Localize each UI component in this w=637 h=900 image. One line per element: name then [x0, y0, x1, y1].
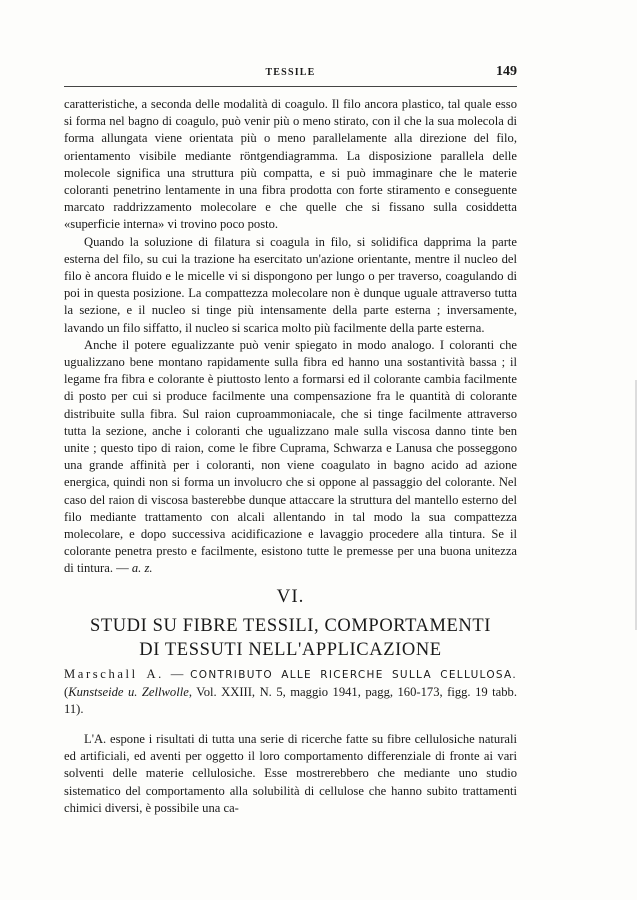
- running-title: TESSILE: [265, 67, 316, 78]
- reference-author: Marschall A.: [64, 667, 164, 681]
- paragraph: [64, 337, 517, 578]
- section-title-line: DI TESSUTI NELL'APPLICAZIONE: [139, 640, 442, 660]
- reference-title: CONTRIBUTO ALLE RICERCHE SULLA CELLULOSA.: [190, 669, 517, 681]
- reference-dash: —: [163, 667, 191, 681]
- page-number: 149: [496, 64, 517, 79]
- header-rule: [64, 86, 517, 87]
- paragraph: caratteristiche, a seconda delle modalità di coagulo. Il filo ancora plastico, tal quale esso si forma nel bagno di coagulo, può venir più o meno stirato, con il che la sua molecola di forma allungata viene orientata più o meno parallelamente alla direzione del filo, orientamento visibile mediante röntgendiagramma. La disposizione parallela delle molecole significa una struttura più compatta, e si può immaginare che le materie coloranti penetrino lentamente in una fibra prodotta con forte stiramento e conseguente marcato raddrizzamento molecolare e che quelle che si fissano sulla cosiddetta «superficie interna» vi trovino poco posto.: [64, 97, 517, 232]
- section-title-line: STUDI SU FIBRE TESSILI, COMPORTAMENTI: [89, 616, 492, 636]
- reference-details: , Vol. XXIII, N. 5, maggio 1941, pagg, 160-173, figg. 19 tabb. 11).: [64, 685, 517, 717]
- running-header: [64, 64, 517, 84]
- reference-paren: (: [64, 685, 69, 700]
- section-title: [64, 614, 517, 662]
- bibliographic-reference: [64, 666, 517, 719]
- paragraph-text: Anche il potere egualizzante può venir spiegato in modo analogo. I coloranti che ugualizzano bene montano rapidamente sulla fibra ed hanno una sostantività bassa ; il legame fra fibra e colorante è piuttosto lento a formarsi ed il colorante cambia facilmente di posto per cui si produce facilmente una compensazione fra le quantità di colorante distribuite sulla fibra. Sul raion cuproammoniacale, che si tinge facilmente attraverso tutta la sezione, anche i coloranti che ugualizzano male sulla viscosa danno tinte ben unite ; questo tipo di raion, come le fibre Cuprama, Schwarza e Lanusa che posseggono una grande affinità per i coloranti, non viene coagulato in bagno acido ad azione energica, quindi non si forma un involucro che si oppone al passaggio del colorante. Nel caso del raion di viscosa basterebbe dunque attaccare la struttura del mantello esterno del filo mediante trattamento con alcali allentando in tal modo la sua compattezza molecolare, e dopo successiva acidificazione e lavaggio procedere alla tintura. Se il colorante penetra presto e facilmente, esistono tutte le premesse per una buona unitezza di tintura. —: [64, 337, 517, 576]
- abstract-text: L'A. espone i risultati di tutta una serie di ricerche fatte su fibre cellulosiche naturali ed artificiali, ed aventi per oggetto il loro comportamento differenziale di fronte ai vari solventi delle materie cellulosiche. Esse mostrerebbero che mediante uno studio sistematico del comportamento alla solubilità di cellulose che hanno subito trattamenti chimici diversi, è possibile una ca-: [64, 732, 517, 815]
- reference-journal: Kunstseide u. Zellwolle: [68, 685, 189, 700]
- author-signature: a. z.: [131, 561, 153, 576]
- paragraph: Quando la soluzione di filatura si coagula in filo, si solidifica dapprima la parte esterna del filo, su cui la trazione ha esercitato un'azione orientante, mentre il nucleo del filo è ancora fluido e le micelle vi si dispongono per lungo o per traverso, coagulando di poi in questa posizione. La compattezza molecolare non è dunque uguale attraverso tutta la sezione, e il nucleo si tinge più intensamente della parte esterna ; inversamente, lavando un filo siffatto, il nucleo si scarica molto più facilmente della parte esterna.: [64, 234, 517, 335]
- section-number: VI.: [276, 586, 305, 607]
- article-body: [64, 96, 517, 578]
- abstract: [64, 731, 517, 817]
